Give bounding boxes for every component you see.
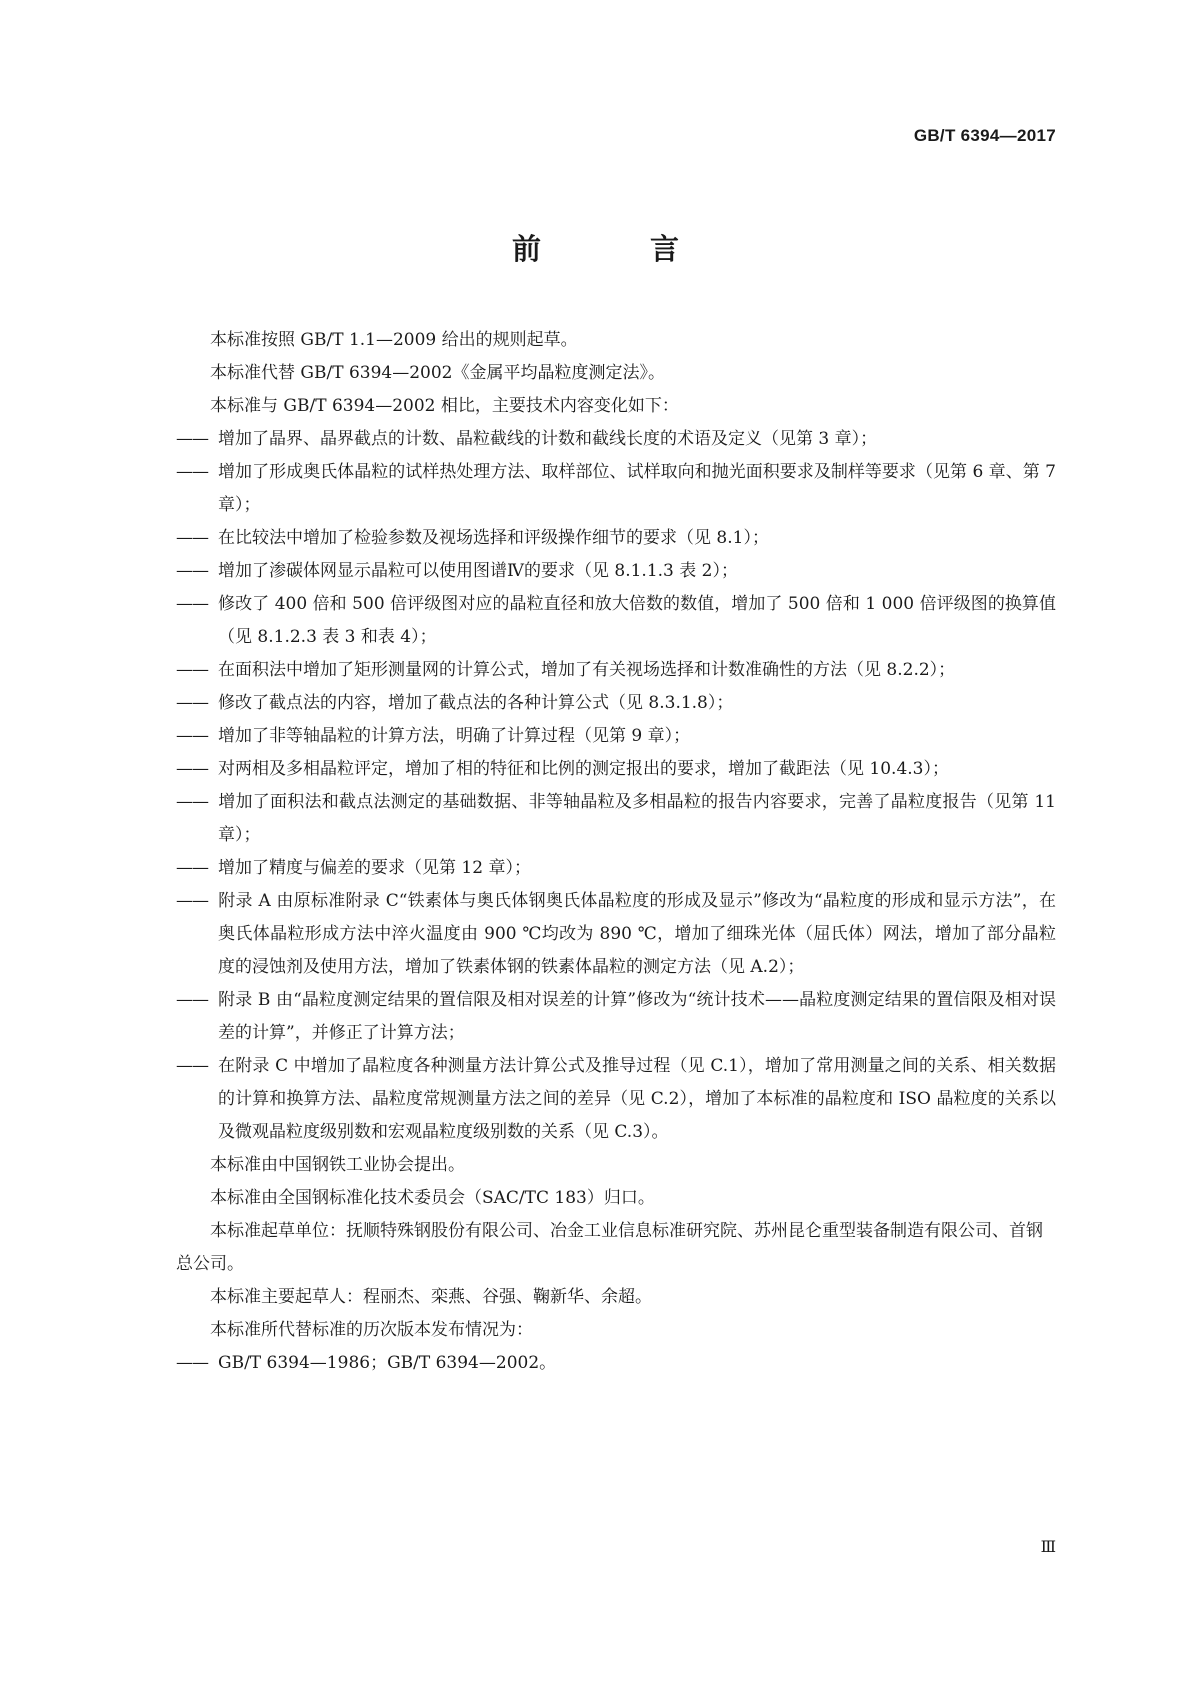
change-item-text: 附录 B 由“晶粒度测定结果的置信限及相对误差的计算”修改为“统计技术——晶粒度测定结果的置信限及相对误差的计算”，并修正了计算方法；	[218, 990, 1056, 1043]
dash: ——	[176, 1353, 208, 1373]
change-item	[176, 687, 1056, 720]
change-item	[176, 456, 1056, 522]
paragraph-changes-intro: 本标准与 GB/T 6394—2002 相比，主要技术内容变化如下：	[210, 396, 679, 416]
change-item	[176, 852, 1056, 885]
paragraph-technical-committee: 本标准由全国钢标准化技术委员会（SAC/TC 183）归口。	[210, 1188, 655, 1208]
change-item-text: 在比较法中增加了检验参数及视场选择和评级操作细节的要求（见 8.1）；	[218, 528, 769, 548]
change-item-text: 对两相及多相晶粒评定，增加了相的特征和比例的测定报出的要求，增加了截距法（见 10.4.3）；	[218, 759, 949, 779]
paragraph-replaces: 本标准代替 GB/T 6394—2002《金属平均晶粒度测定法》。	[210, 363, 665, 383]
change-item-text: 在附录 C 中增加了晶粒度各种测量方法计算公式及推导过程（见 C.1），增加了常用测量之间的关系、相关数据的计算和换算方法、晶粒度常规测量方法之间的差异（见 C.2），增加了本标准的晶粒度和 ISO 晶粒度的关系以及微观晶粒度级别数和宏观晶粒度级别数的关系（见 C.3）。	[218, 1056, 1056, 1142]
page-title: 前 言	[511, 232, 719, 266]
dash: ——	[176, 594, 208, 614]
dash: ——	[176, 759, 208, 779]
change-item-text: 增加了面积法和截点法测定的基础数据、非等轴晶粒及多相晶粒的报告内容要求，完善了晶粒度报告（见第 11 章）；	[218, 792, 1056, 845]
change-item	[176, 753, 1056, 786]
change-item	[176, 654, 1056, 687]
change-item-text: 修改了截点法的内容，增加了截点法的各种计算公式（见 8.3.1.8）；	[218, 693, 734, 713]
paragraph-version-history-intro: 本标准所代替标准的历次版本发布情况为：	[210, 1320, 533, 1340]
dash: ——	[176, 561, 208, 581]
version-history-item	[176, 1347, 1056, 1380]
change-item	[176, 588, 1056, 654]
change-item	[176, 555, 1056, 588]
dash: ——	[176, 528, 208, 548]
change-item	[176, 885, 1056, 984]
dash: ——	[176, 462, 208, 482]
change-item	[176, 522, 1056, 555]
dash: ——	[176, 429, 208, 449]
change-item	[176, 720, 1056, 753]
dash: ——	[176, 726, 208, 746]
change-item	[176, 1050, 1056, 1149]
change-item-text: 附录 A 由原标准附录 C“铁素体与奥氏体钢奥氏体晶粒度的形成及显示”修改为“晶粒度的形成和显示方法”，在奥氏体晶粒形成方法中淬火温度由 900 ℃均改为 890 ℃，增加了细珠光体（屈氏体）网法，增加了部分晶粒度的浸蚀剂及使用方法，增加了铁素体钢的铁素体晶粒的测定方法（见 A.2）；	[218, 891, 1056, 977]
change-item	[176, 423, 1056, 456]
paragraph-drafting-units: 本标准起草单位：抚顺特殊钢股份有限公司、冶金工业信息标准研究院、苏州昆仑重型装备制造有限公司、首钢总公司。	[176, 1221, 1043, 1274]
standard-number: GB/T 6394—2017	[913, 126, 1056, 145]
dash: ——	[176, 990, 208, 1010]
dash: ——	[176, 660, 208, 680]
version-history-text: GB/T 6394—1986；GB/T 6394—2002。	[218, 1353, 557, 1373]
dash: ——	[176, 1056, 208, 1076]
change-item-text: 修改了 400 倍和 500 倍评级图对应的晶粒直径和放大倍数的数值，增加了 500 倍和 1 000 倍评级图的换算值（见 8.1.2.3 表 3 和表 4）；	[218, 594, 1056, 647]
change-item-text: 增加了精度与偏差的要求（见第 12 章）；	[218, 858, 531, 878]
foreword-body	[176, 324, 1056, 1380]
page-number: Ⅲ	[1040, 1537, 1056, 1556]
dash: ——	[176, 891, 208, 911]
dash: ——	[176, 693, 208, 713]
change-item-text: 增加了渗碳体网显示晶粒可以使用图谱Ⅳ的要求（见 8.1.1.3 表 2）；	[218, 561, 738, 581]
dash: ——	[176, 858, 208, 878]
paragraph-drafters: 本标准主要起草人：程丽杰、栾燕、谷强、鞠新华、余超。	[210, 1287, 652, 1307]
change-item-text: 增加了非等轴晶粒的计算方法，明确了计算过程（见第 9 章）；	[218, 726, 691, 746]
paragraph-drafting-rules: 本标准按照 GB/T 1.1—2009 给出的规则起草。	[210, 330, 578, 350]
change-item-text: 增加了形成奥氏体晶粒的试样热处理方法、取样部位、试样取向和抛光面积要求及制样等要求（见第 6 章、第 7 章）；	[218, 462, 1056, 515]
change-item	[176, 786, 1056, 852]
change-item-text: 增加了晶界、晶界截点的计数、晶粒截线的计数和截线长度的术语及定义（见第 3 章）；	[218, 429, 878, 449]
dash: ——	[176, 792, 208, 812]
paragraph-proposed-by: 本标准由中国钢铁工业协会提出。	[210, 1155, 465, 1175]
change-item	[176, 984, 1056, 1050]
change-item-text: 在面积法中增加了矩形测量网的计算公式，增加了有关视场选择和计数准确性的方法（见 8.2.2）；	[218, 660, 956, 680]
